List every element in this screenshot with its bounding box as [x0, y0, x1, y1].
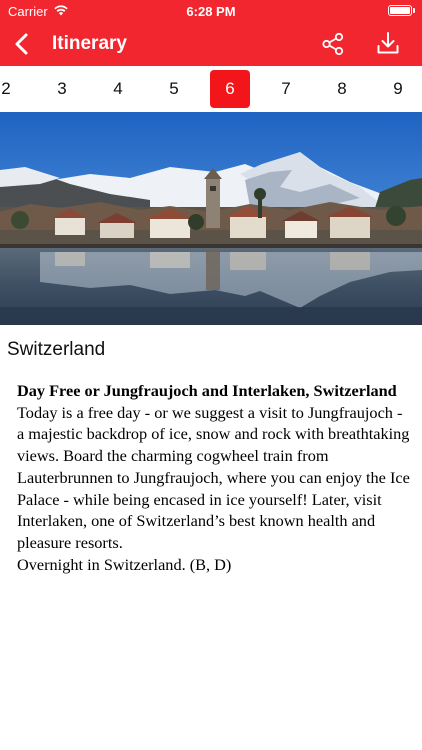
share-icon[interactable]: [320, 31, 346, 57]
day-tab-bar: [0, 66, 422, 112]
itinerary-description: [17, 380, 412, 575]
tab-day-4[interactable]: 4: [113, 79, 123, 98]
tab-day-7[interactable]: 7: [281, 79, 291, 98]
battery-fill: [390, 7, 410, 14]
lake-town-mountain-photo: [0, 112, 422, 325]
overnight-text: Overnight in Switzerland. (B, D): [17, 554, 232, 574]
carrier-label: Carrier: [8, 4, 48, 19]
chevron-left-icon[interactable]: [8, 30, 36, 58]
tab-day-2[interactable]: 2: [1, 79, 11, 98]
tab-day-5[interactable]: 5: [169, 79, 179, 98]
hero-image: [0, 112, 422, 325]
day-heading: Day Free or Jungfraujoch and Interlaken, Switzerland: [17, 381, 397, 400]
nav-bar: [0, 22, 422, 66]
tab-day-9[interactable]: 9: [393, 79, 403, 98]
tab-day-8[interactable]: 8: [337, 79, 347, 98]
tab-day-3[interactable]: 3: [57, 79, 67, 98]
battery-icon: [388, 5, 412, 16]
location-title: Switzerland: [7, 339, 106, 360]
tab-day-6[interactable]: 6: [210, 70, 250, 108]
download-icon[interactable]: [375, 30, 401, 56]
clock: 6:28 PM: [186, 4, 236, 19]
day-body-text: Today is a free day - or we suggest a visit to Jungfraujoch - a majestic backdrop of ice, snow and rock with breathtaking views. Board the charming cogwheel train from Lauterbrunnen to Jungfraujoch, where you can enjoy the Ice Palace - while being encased in ice yourself! Later, visit Interlaken, one of Switzerland’s best known health and pleasure resorts.: [17, 402, 410, 552]
status-bar: [0, 0, 422, 22]
page-title: Itinerary: [52, 33, 127, 54]
